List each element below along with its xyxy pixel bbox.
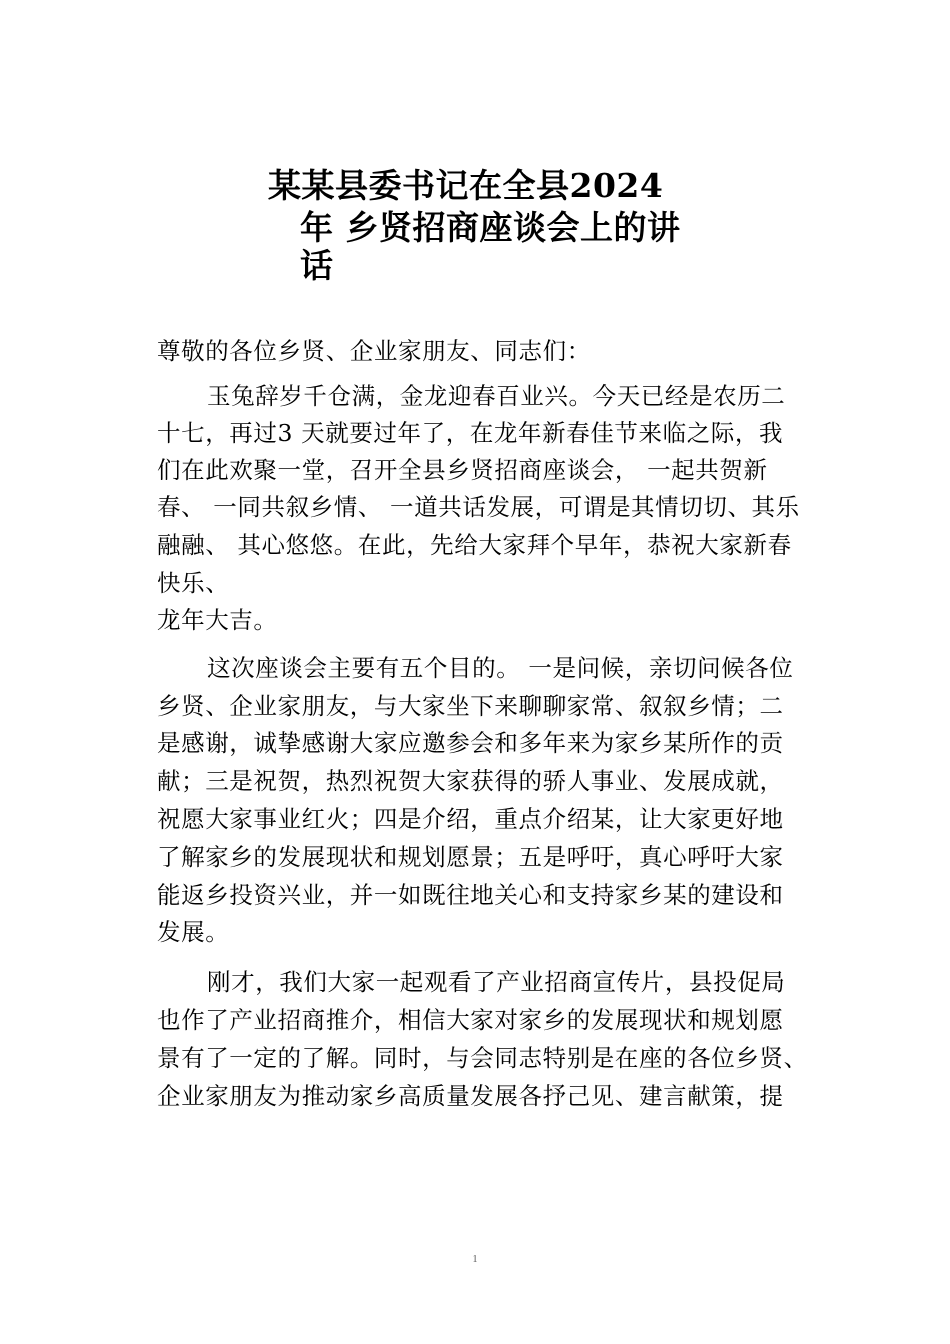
body-line: 能返乡投资兴业，并一如既往地关心和支持家乡某的建设和 bbox=[157, 881, 784, 909]
title-line-3: 话 bbox=[300, 246, 334, 285]
title-line-1: 某某县委书记在全县2024 bbox=[268, 166, 664, 205]
body-line: 融融、 其心悠悠。在此，先给大家拜个早年，恭祝大家新春 bbox=[157, 531, 792, 559]
body-line: 景有了一定的了解。同时，与会同志特别是在座的各位乡贤、 bbox=[157, 1044, 808, 1072]
body-line: 也作了产业招商推介，相信大家对家乡的发展现状和规划愿 bbox=[157, 1006, 784, 1034]
body-line: 春、 一同共叙乡情、 一道共话发展，可谓是其情切切、其乐 bbox=[157, 493, 800, 521]
body-line: 祝愿大家事业红火；四是介绍，重点介绍某，让大家更好地 bbox=[157, 805, 784, 833]
body-line: 了解家乡的发展现状和规划愿景；五是呼吁，真心呼吁大家 bbox=[157, 843, 784, 871]
salutation: 尊敬的各位乡贤、企业家朋友、同志们： bbox=[157, 337, 591, 365]
page-number: 1 bbox=[472, 1254, 478, 1265]
body-line: 刚才，我们大家一起观看了产业招商宣传片，县投促局 bbox=[207, 968, 786, 996]
title-line-2: 年 乡贤招商座谈会上的讲 bbox=[300, 208, 681, 247]
body-line: 是感谢，诚挚感谢大家应邀参会和多年来为家乡某所作的贡 bbox=[157, 729, 784, 757]
body-line: 发展。 bbox=[157, 918, 230, 946]
body-line: 快乐、 bbox=[157, 569, 230, 597]
body-line: 玉兔辞岁千仓满，金龙迎春百业兴。今天已经是农历二 bbox=[207, 382, 786, 410]
body-line: 们在此欢聚一堂，召开全县乡贤招商座谈会， 一起共贺新 bbox=[157, 456, 768, 484]
body-line: 献；三是祝贺，热烈祝贺大家获得的骄人事业、发展成就， bbox=[157, 767, 784, 795]
body-line: 这次座谈会主要有五个目的。 一是问候，亲切问候各位 bbox=[207, 654, 794, 682]
body-line: 十七，再过3 天就要过年了，在龙年新春佳节来临之际，我 bbox=[157, 419, 784, 447]
body-line: 企业家朋友为推动家乡高质量发展各抒己见、建言献策，提 bbox=[157, 1082, 784, 1110]
body-line: 乡贤、企业家朋友，与大家坐下来聊聊家常、叙叙乡情；二 bbox=[157, 692, 784, 720]
body-line: 龙年大吉。 bbox=[157, 606, 278, 634]
